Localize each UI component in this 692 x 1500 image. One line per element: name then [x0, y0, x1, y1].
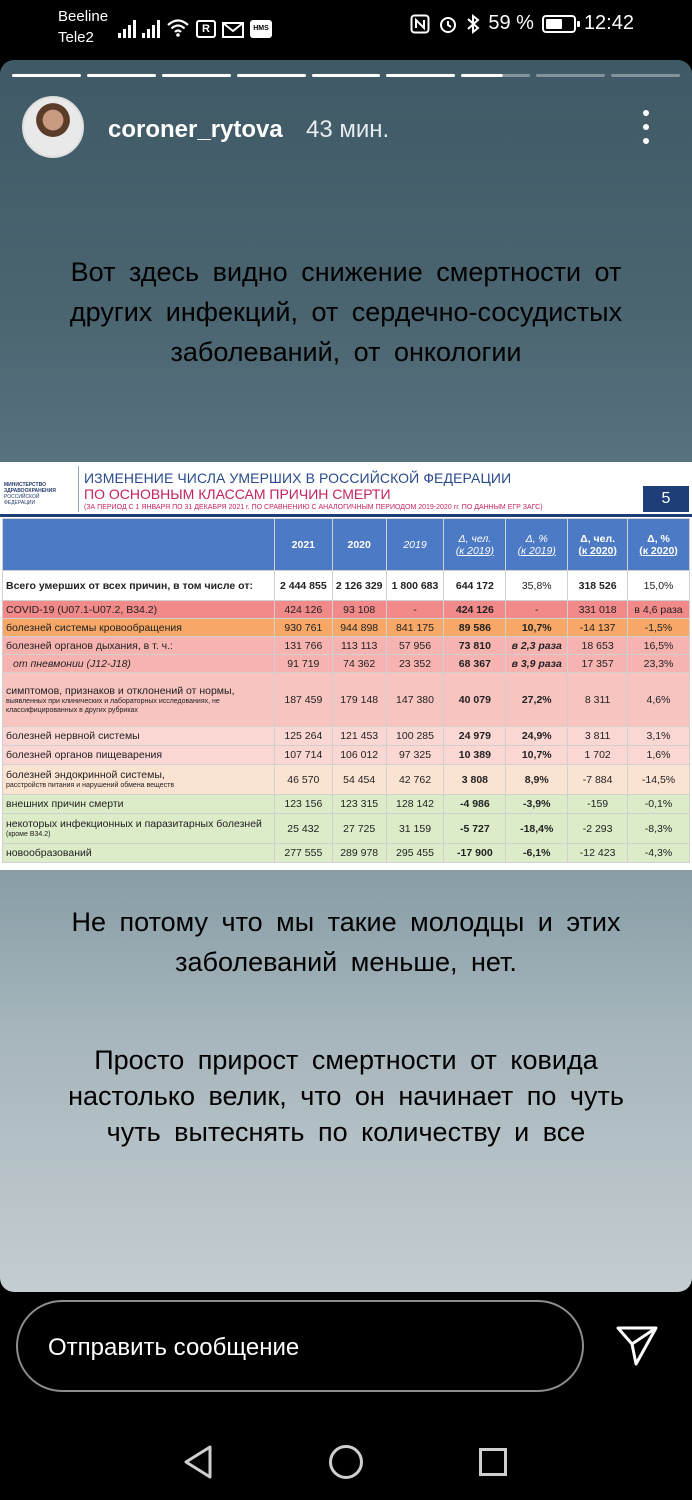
cell: 113 113: [332, 637, 386, 655]
cell: -0,1%: [628, 795, 690, 814]
divider: [78, 466, 79, 512]
cell: -4 986: [444, 795, 506, 814]
more-vertical-icon[interactable]: [638, 110, 654, 144]
row-label: Всего умерших от всех причин, в том числе от:: [3, 571, 275, 601]
avatar[interactable]: [22, 96, 84, 158]
status-right: [410, 12, 634, 35]
table-row: [3, 601, 690, 619]
cell: 10,7%: [506, 619, 568, 637]
table-row: [3, 655, 690, 673]
cell: 24 979: [444, 727, 506, 746]
cell: 25 432: [274, 814, 332, 844]
cell: 841 175: [386, 619, 444, 637]
cell: 73 810: [444, 637, 506, 655]
cell: 23,3%: [628, 655, 690, 673]
table-row: [3, 727, 690, 746]
cell: -7 884: [568, 765, 628, 795]
mail-icon: [222, 22, 244, 38]
send-icon[interactable]: [614, 1322, 660, 1368]
cell: 46 570: [274, 765, 332, 795]
progress-segment: [12, 74, 81, 77]
hms-icon: HMS: [250, 20, 272, 38]
cell: 930 761: [274, 619, 332, 637]
navigation-bar: [0, 1420, 692, 1500]
progress-segment: [162, 74, 231, 77]
story-card[interactable]: [0, 60, 692, 1292]
roaming-icon: R: [196, 20, 216, 38]
cell: 10 389: [444, 746, 506, 765]
cell: -14 137: [568, 619, 628, 637]
row-label: болезней органов пищеварения: [3, 746, 275, 765]
table-header: [3, 519, 690, 571]
header-2019: 2019: [386, 519, 444, 571]
cell: 10,7%: [506, 746, 568, 765]
nav-recent-icon[interactable]: [479, 1448, 507, 1476]
caption-top: Вот здесь видно снижение смертности от других инфекций, от сердечно-сосудистых заболеваний, от онкологии: [69, 257, 623, 367]
cell: 1 702: [568, 746, 628, 765]
cell: 27 725: [332, 814, 386, 844]
cell: 1 800 683: [386, 571, 444, 601]
cell: 3 808: [444, 765, 506, 795]
cell: 2 126 329: [332, 571, 386, 601]
cell: 8,9%: [506, 765, 568, 795]
cell: 23 352: [386, 655, 444, 673]
cell: 121 453: [332, 727, 386, 746]
progress-segment: [237, 74, 306, 77]
progress-segment: [536, 74, 605, 77]
cell: 16,5%: [628, 637, 690, 655]
cell: 18 653: [568, 637, 628, 655]
battery-icon: [542, 15, 576, 33]
ministry-line-1: МИНИСТЕРСТВО: [4, 482, 46, 488]
cell: 289 978: [332, 844, 386, 863]
table-row: [3, 637, 690, 655]
ministry-line-3: РОССИЙСКОЙ ФЕДЕРАЦИИ: [4, 494, 40, 506]
progress-segment: [87, 74, 156, 77]
table-row: [3, 814, 690, 844]
cell: в 4,6 раза: [628, 601, 690, 619]
cell: -: [386, 601, 444, 619]
cell: -159: [568, 795, 628, 814]
cell: 1,6%: [628, 746, 690, 765]
table-row: [3, 844, 690, 863]
row-label: от пневмонии (J12-J18): [3, 655, 275, 673]
row-label: болезней органов дыхания, в т. ч.:: [3, 637, 275, 655]
cell: 424 126: [274, 601, 332, 619]
cell: -17 900: [444, 844, 506, 863]
cell: -2 293: [568, 814, 628, 844]
nfc-icon: [410, 14, 430, 34]
cell: 331 018: [568, 601, 628, 619]
row-label: болезней системы кровообращения: [3, 619, 275, 637]
cell: 131 766: [274, 637, 332, 655]
cell: 125 264: [274, 727, 332, 746]
progress-segment-current: [461, 74, 530, 77]
mortality-table: [2, 518, 690, 863]
status-bar: [0, 0, 692, 56]
story-progress: [12, 74, 680, 77]
cell: 179 148: [332, 673, 386, 727]
username[interactable]: coroner_rytova: [108, 116, 283, 143]
cell: -5 727: [444, 814, 506, 844]
cell: -4,3%: [628, 844, 690, 863]
cell: 147 380: [386, 673, 444, 727]
header-d-people-2019: Δ, чел. (к 2019): [444, 519, 506, 571]
carrier-names: [58, 6, 108, 48]
signal-icons: [118, 14, 272, 38]
cell: -: [506, 601, 568, 619]
caption-middle: Не потому что мы такие молодцы и этих заболеваний меньше, нет.: [71, 907, 621, 977]
cell: 68 367: [444, 655, 506, 673]
cell: -12 423: [568, 844, 628, 863]
row-label: внешних причин смерти: [3, 795, 275, 814]
cell: 24,9%: [506, 727, 568, 746]
cell: 91 719: [274, 655, 332, 673]
cell: 3 811: [568, 727, 628, 746]
cell: 89 586: [444, 619, 506, 637]
cell: 128 142: [386, 795, 444, 814]
ministry-line-2: ЗДРАВООХРАНЕНИЯ: [4, 488, 56, 494]
cell: 100 285: [386, 727, 444, 746]
row-label: COVID-19 (U07.1-U07.2, B34.2): [3, 601, 275, 619]
cell: 40 079: [444, 673, 506, 727]
nav-home-icon[interactable]: [329, 1445, 363, 1479]
carrier-2: Tele2: [58, 29, 94, 46]
cell: 123 156: [274, 795, 332, 814]
slide-title-2: ПО ОСНОВНЫМ КЛАССАМ ПРИЧИН СМЕРТИ: [84, 486, 391, 502]
cell: 17 357: [568, 655, 628, 673]
cell: 8 311: [568, 673, 628, 727]
progress-segment: [611, 74, 680, 77]
cell: 187 459: [274, 673, 332, 727]
table-row-total: [3, 571, 690, 601]
table-row: [3, 795, 690, 814]
slide-number: 5: [643, 486, 689, 512]
bluetooth-icon: [466, 14, 480, 34]
battery-percent: 59 %: [488, 12, 534, 34]
cell: 944 898: [332, 619, 386, 637]
header-d-people-2020: Δ, чел. (к 2020): [568, 519, 628, 571]
cell: 42 762: [386, 765, 444, 795]
cell: 123 315: [332, 795, 386, 814]
header-label: [3, 519, 275, 571]
cell: в 3,9 раза: [506, 655, 568, 673]
post-time: 43 мин.: [306, 116, 390, 143]
row-label: болезней нервной системы: [3, 727, 275, 746]
cell: -1,5%: [628, 619, 690, 637]
cell: -8,3%: [628, 814, 690, 844]
cell: -14,5%: [628, 765, 690, 795]
cell: -6,1%: [506, 844, 568, 863]
nav-back-icon[interactable]: [182, 1444, 216, 1480]
cell: 295 455: [386, 844, 444, 863]
header-2020: 2020: [332, 519, 386, 571]
progress-segment: [312, 74, 381, 77]
alarm-icon: [438, 14, 458, 34]
cell: 54 454: [332, 765, 386, 795]
cell: -3,9%: [506, 795, 568, 814]
caption-bottom: Просто прирост смертности от ковида настолько велик, что он начинает по чуть чуть вытеснять по количеству и все: [68, 1045, 624, 1147]
message-input[interactable]: [16, 1300, 584, 1392]
ministry-logo: [4, 482, 68, 506]
header-d-pct-2019: Δ, % (к 2019): [506, 519, 568, 571]
row-label: некоторых инфекционных и паразитарных болезней (кроме B34.2): [3, 814, 275, 844]
table-row: [3, 746, 690, 765]
progress-segment: [386, 74, 455, 77]
cell: 424 126: [444, 601, 506, 619]
cell: 97 325: [386, 746, 444, 765]
cell: 93 108: [332, 601, 386, 619]
cell: 31 159: [386, 814, 444, 844]
signal-icon-2: [142, 18, 160, 38]
cell: -18,4%: [506, 814, 568, 844]
carrier-1: Beeline: [58, 8, 109, 25]
header-2021: 2021: [274, 519, 332, 571]
signal-icon: [118, 18, 136, 38]
cell: 106 012: [332, 746, 386, 765]
row-label: симптомов, признаков и отклонений от нормы, выявленных при клинических и лабораторных исследованиях, не классифицированных в других рубриках: [3, 673, 275, 727]
cell: 3,1%: [628, 727, 690, 746]
header-d-pct-2020: Δ, % (к 2020): [628, 519, 690, 571]
wifi-icon: [166, 18, 190, 38]
cell: 107 714: [274, 746, 332, 765]
cell: 2 444 855: [274, 571, 332, 601]
cell: в 2,3 раза: [506, 637, 568, 655]
slide-image: [0, 462, 692, 870]
cell: 57 956: [386, 637, 444, 655]
cell: 15,0%: [628, 571, 690, 601]
table-row: [3, 619, 690, 637]
cell: 644 172: [444, 571, 506, 601]
cell: 4,6%: [628, 673, 690, 727]
divider: [0, 514, 692, 517]
table-row: [3, 765, 690, 795]
cell: 277 555: [274, 844, 332, 863]
cell: 318 526: [568, 571, 628, 601]
cell: 27,2%: [506, 673, 568, 727]
row-label: болезней эндокринной системы, расстройств питания и нарушений обмена веществ: [3, 765, 275, 795]
row-label: новообразований: [3, 844, 275, 863]
slide-title-1: ИЗМЕНЕНИЕ ЧИСЛА УМЕРШИХ В РОССИЙСКОЙ ФЕДЕРАЦИИ: [84, 470, 512, 486]
cell: 35,8%: [506, 571, 568, 601]
table-row: [3, 673, 690, 727]
slide-subtitle: (ЗА ПЕРИОД С 1 ЯНВАРЯ ПО 31 ДЕКАБРЯ 2021 г. ПО СРАВНЕНИЮ С АНАЛОГИЧНЫМ ПЕРИОДОМ 2019-2020 гг. ПО ДАННЫМ ЕГР ЗАГС): [84, 504, 543, 511]
cell: 74 362: [332, 655, 386, 673]
clock: 12:42: [583, 12, 634, 34]
message-placeholder: Отправить сообщение: [48, 1334, 300, 1361]
